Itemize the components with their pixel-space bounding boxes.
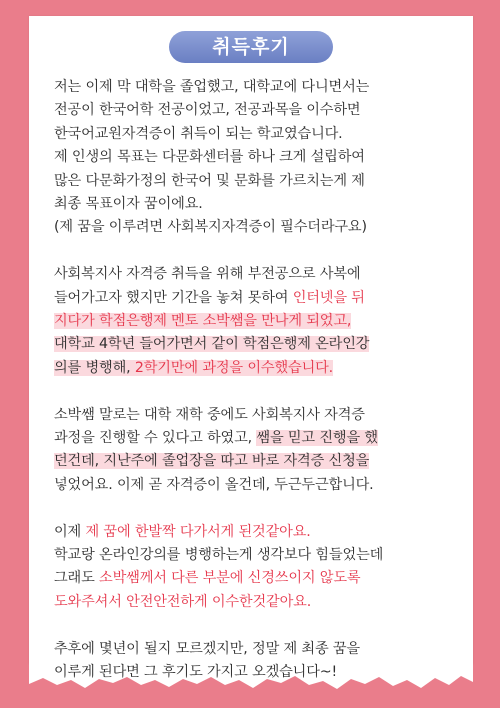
review-paragraph: [54, 521, 466, 615]
text-line: [54, 521, 466, 544]
text-segment: (제 꿈을 이루려면 사회복지자격증이 필수더라구요): [54, 219, 367, 236]
text-line: [54, 76, 466, 99]
highlighted-text: 도와주셔서 안전안전하게 이수한것같아요.: [54, 593, 312, 610]
text-segment: 이루게 된다면 그 후기도 가지고 오겠습니다~!: [54, 664, 338, 681]
text-segment: 한국어교원자격증이 취득이 되는 학교였습니다.: [54, 125, 343, 142]
text-line: [54, 216, 466, 239]
highlighted-text: 대학교 4학년 들어가면서 같이 학점은행제 온라인강: [54, 336, 370, 353]
text-line: [54, 567, 466, 590]
text-segment: 추후에 몇년이 될지 모르겠지만, 정말 제 최종 꿈을: [54, 640, 360, 657]
text-segment: 사회복지사 자격증 취득을 위해 부전공으로 사복에: [54, 266, 361, 283]
highlighted-text: 2학기만에 과정을 이수했습니다.: [134, 359, 334, 376]
highlighted-text: 인터넷을 뒤: [292, 289, 365, 306]
text-segment: 넣었어요. 이제 곧 자격증이 올건데, 두근두근합니다.: [54, 476, 374, 493]
review-paragraph: [54, 263, 466, 380]
text-line: [54, 193, 466, 216]
text-line: [54, 661, 466, 684]
text-segment: 많은 다문화가정의 한국어 및 문화를 가르치는게 제: [54, 172, 365, 189]
review-text: [54, 76, 466, 708]
highlighted-text: 제 꿈에 한발짝 다가서게 된것같아요.: [85, 523, 311, 540]
text-line: [54, 310, 466, 333]
text-segment: 이제: [54, 523, 86, 540]
text-line: [54, 404, 466, 427]
text-line: [54, 474, 466, 497]
text-line: [54, 263, 466, 286]
text-line: [54, 333, 466, 356]
highlighted-text: 소박쌤께서 다른 부분에 신경쓰이지 않도록: [99, 570, 361, 587]
text-segment: 그래도: [54, 570, 100, 587]
review-paragraph: [54, 638, 466, 685]
text-segment: 과정을 진행할 수 있다고 하였고,: [54, 430, 257, 447]
text-line: [54, 357, 466, 380]
highlighted-text: 쌤을 믿고 진행을 했: [256, 430, 378, 447]
review-paragraph: [54, 76, 466, 240]
text-segment: 최종 목표이자 꿈이에요.: [54, 196, 203, 213]
text-line: [54, 287, 466, 310]
text-segment: 학교랑 온라인강의를 병행하는게 생각보다 힘들었는데: [54, 547, 384, 564]
text-line: [54, 123, 466, 146]
text-segment: 소박쌤 말로는 대학 재학 중에도 사회복지사 자격증: [54, 406, 365, 423]
text-line: [54, 544, 466, 567]
page-title: 취득후기: [169, 31, 333, 63]
text-line: [54, 638, 466, 661]
text-segment: 저는 이제 막 대학을 졸업했고, 대학교에 다니면서는: [54, 79, 370, 95]
text-segment: 제 인생의 목표는 다문화센터를 하나 크게 설립하여: [54, 149, 365, 166]
text-segment: 전공이 한국어학 전공이었고, 전공과목을 이수하면: [54, 102, 361, 119]
text-line: [54, 146, 466, 169]
text-line: [54, 450, 466, 473]
highlighted-text: 의를 병행해,: [54, 359, 135, 376]
text-segment: 들어가고자 했지만 기간을 놓쳐 못하여: [54, 289, 293, 306]
text-line: [54, 99, 466, 122]
text-line: [54, 427, 466, 450]
review-paragraph: [54, 404, 466, 498]
highlighted-text: 지다가 학점은행제 멘토 소박쌤을 만나게 되었고,: [54, 313, 352, 330]
text-line: [54, 170, 466, 193]
text-line: [54, 591, 466, 614]
highlighted-text: 던건데, 지난주에 졸업장을 따고 바로 자격증 신청을: [54, 453, 370, 470]
